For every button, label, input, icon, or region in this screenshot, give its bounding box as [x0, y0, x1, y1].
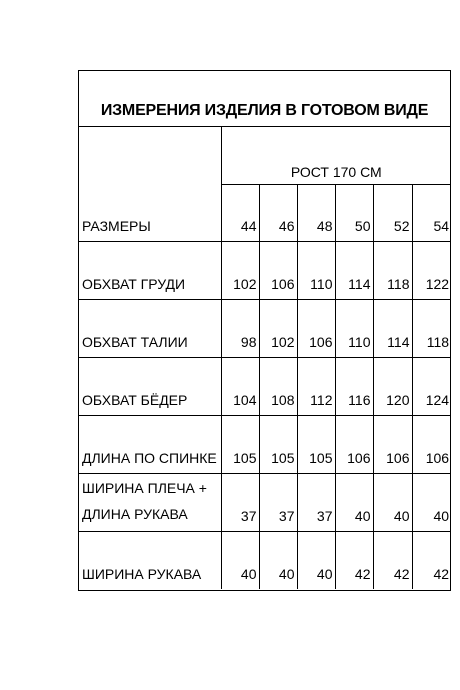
- chart-title: ИЗМЕРЕНИЯ ИЗДЕЛИЯ В ГОТОВОМ ВИДЕ: [100, 102, 429, 119]
- cell-value: 105: [297, 415, 335, 473]
- cell-value: 122: [412, 241, 451, 299]
- cell-value: 40: [412, 473, 451, 531]
- cell-value: 102: [259, 299, 297, 357]
- cell-value: 105: [259, 415, 297, 473]
- cell-value: 40: [297, 531, 335, 589]
- row-label-chest: ОБХВАТ ГРУДИ: [79, 241, 221, 299]
- table-row: [79, 415, 451, 473]
- cell-value: 116: [335, 357, 373, 415]
- cell-value: 124: [412, 357, 451, 415]
- cell-value: 110: [335, 299, 373, 357]
- size-value: 44: [221, 184, 259, 241]
- size-chart-frame: [78, 70, 451, 591]
- cell-value: 106: [412, 415, 451, 473]
- cell-value: 118: [373, 241, 412, 299]
- table-row: [79, 241, 451, 299]
- cell-value: 37: [297, 473, 335, 531]
- cell-value: 112: [297, 357, 335, 415]
- table-row: [79, 357, 451, 415]
- height-label: РОСТ 170 СМ: [221, 127, 451, 184]
- row-label-hips: ОБХВАТ БЁДЕР: [79, 357, 221, 415]
- cell-value: 40: [335, 473, 373, 531]
- cell-value: 40: [221, 531, 259, 589]
- row-label-shoulder-sleeve: [79, 473, 221, 531]
- size-value: 52: [373, 184, 412, 241]
- cell-value: 40: [373, 473, 412, 531]
- cell-value: 114: [373, 299, 412, 357]
- cell-value: 118: [412, 299, 451, 357]
- cell-value: 110: [297, 241, 335, 299]
- row-label-line: ДЛИНА РУКАВА: [82, 505, 188, 522]
- table-row: [79, 531, 451, 589]
- size-value: 50: [335, 184, 373, 241]
- cell-value: 106: [335, 415, 373, 473]
- size-value: 46: [259, 184, 297, 241]
- cell-value: 108: [259, 357, 297, 415]
- cell-value: 114: [335, 241, 373, 299]
- row-label-sleeve-width: ШИРИНА РУКАВА: [79, 531, 221, 589]
- cell-value: 106: [297, 299, 335, 357]
- cell-value: 40: [259, 531, 297, 589]
- row-label-line: ШИРИНА ПЛЕЧА +: [82, 479, 207, 496]
- table-row: [79, 473, 451, 531]
- cell-value: 37: [221, 473, 259, 531]
- row-label-sizes: РАЗМЕРЫ: [79, 127, 221, 241]
- title-row: [79, 71, 450, 127]
- cell-value: 104: [221, 357, 259, 415]
- cell-value: 106: [259, 241, 297, 299]
- table-row: [79, 299, 451, 357]
- cell-value: 42: [412, 531, 451, 589]
- cell-value: 105: [221, 415, 259, 473]
- cell-value: 102: [221, 241, 259, 299]
- size-value: 54: [412, 184, 451, 241]
- row-label-back-length: ДЛИНА ПО СПИНКЕ: [79, 415, 221, 473]
- cell-value: 106: [373, 415, 412, 473]
- cell-value: 42: [373, 531, 412, 589]
- size-table: [79, 127, 451, 589]
- cell-value: 98: [221, 299, 259, 357]
- row-label-waist: ОБХВАТ ТАЛИИ: [79, 299, 221, 357]
- cell-value: 42: [335, 531, 373, 589]
- cell-value: 37: [259, 473, 297, 531]
- table-row-header: [79, 127, 451, 184]
- size-value: 48: [297, 184, 335, 241]
- cell-value: 120: [373, 357, 412, 415]
